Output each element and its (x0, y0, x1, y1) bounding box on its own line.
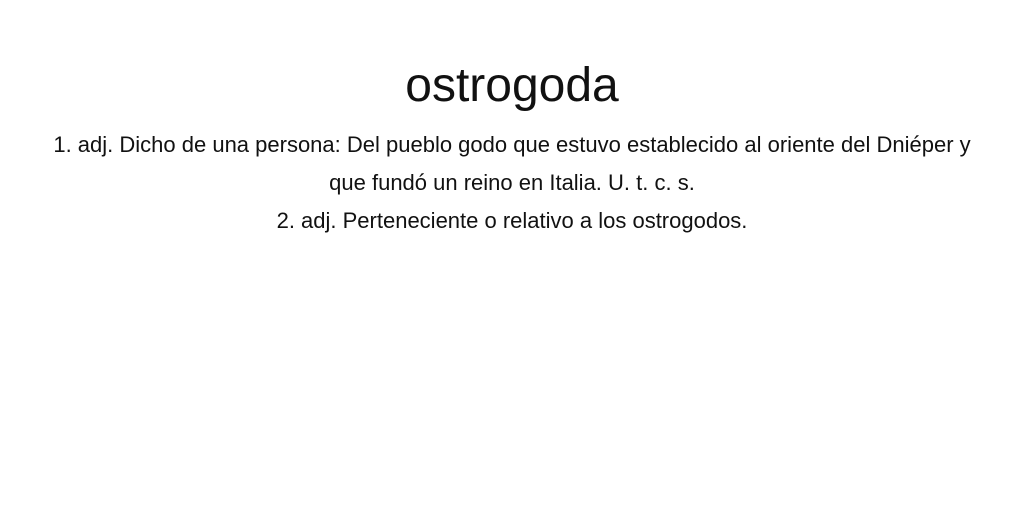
definitions-list (52, 126, 972, 240)
headword: ostrogoda (405, 59, 619, 112)
definition-2: 2. adj. Perteneciente o relativo a los ostrogodos. (276, 208, 748, 233)
definition-1: 1. adj. Dicho de una persona: Del pueblo godo que estuvo establecido al oriente del Dniéper y que fundó un reino en Italia. U. t. c. s. (53, 132, 971, 195)
